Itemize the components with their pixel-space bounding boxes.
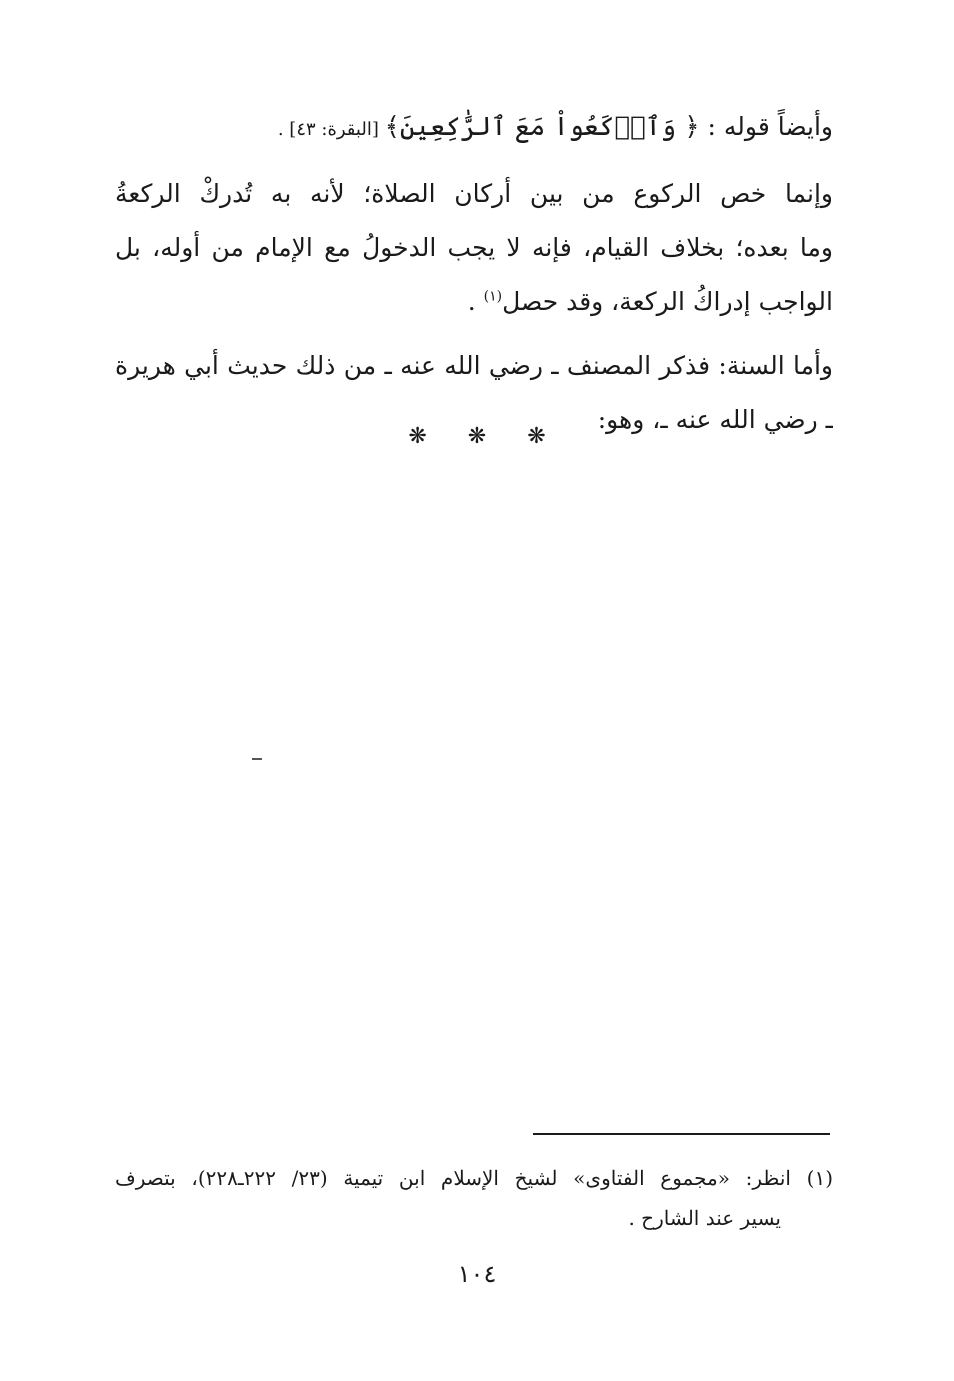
separator-star: ❋ bbox=[527, 424, 546, 449]
page-number: ١٠٤ bbox=[457, 1260, 497, 1288]
paragraph-line: وأما السنة: فذكر المصنف ـ رضي الله عنه ـ من ذلك حديث أبي هريرة bbox=[115, 351, 833, 380]
scan-artifact bbox=[252, 758, 262, 760]
paragraph-line: ـ رضي الله عنه ـ، وهو: bbox=[597, 405, 833, 434]
paragraph-line-text: الواجب إدراكُ الركعة، وقد حصل bbox=[502, 287, 833, 316]
footnote-divider bbox=[533, 1133, 830, 1135]
footnote-line: (١) انظر: «مجموع الفتاوى» لشيخ الإسلام ابن تيمية (٢٣/ ٢٢٢ـ٢٢٨)، بتصرف bbox=[115, 1166, 833, 1190]
quran-verse: ﴿ وَٱرۡكَعُواْ مَعَ ٱلرَّٰكِعِينَ﴾ bbox=[384, 112, 700, 142]
verse-intro: وأيضاً قوله : bbox=[699, 112, 833, 141]
footnote-marker: (١) bbox=[483, 288, 503, 305]
paragraph-verse-line bbox=[115, 100, 833, 157]
paragraph-line bbox=[115, 275, 833, 329]
footnote-line: يسير عند الشارح . bbox=[628, 1206, 781, 1230]
main-text bbox=[115, 100, 833, 447]
paragraph-line: وما بعده؛ بخلاف القيام، فإنه لا يجب الدخولُ مع الإمام من أوله، بل bbox=[115, 233, 833, 262]
separator-star: ❋ bbox=[408, 424, 427, 449]
separator-star: ❋ bbox=[467, 424, 487, 449]
verse-reference: [البقرة: ٤٣] . bbox=[277, 119, 385, 140]
paragraph-line-end: . bbox=[467, 287, 484, 316]
footnotes bbox=[115, 1158, 833, 1238]
section-separator bbox=[0, 424, 954, 449]
paragraph-line: وإنما خص الركوع من بين أركان الصلاة؛ لأنه به تُدركْ الركعةُ bbox=[115, 179, 833, 208]
